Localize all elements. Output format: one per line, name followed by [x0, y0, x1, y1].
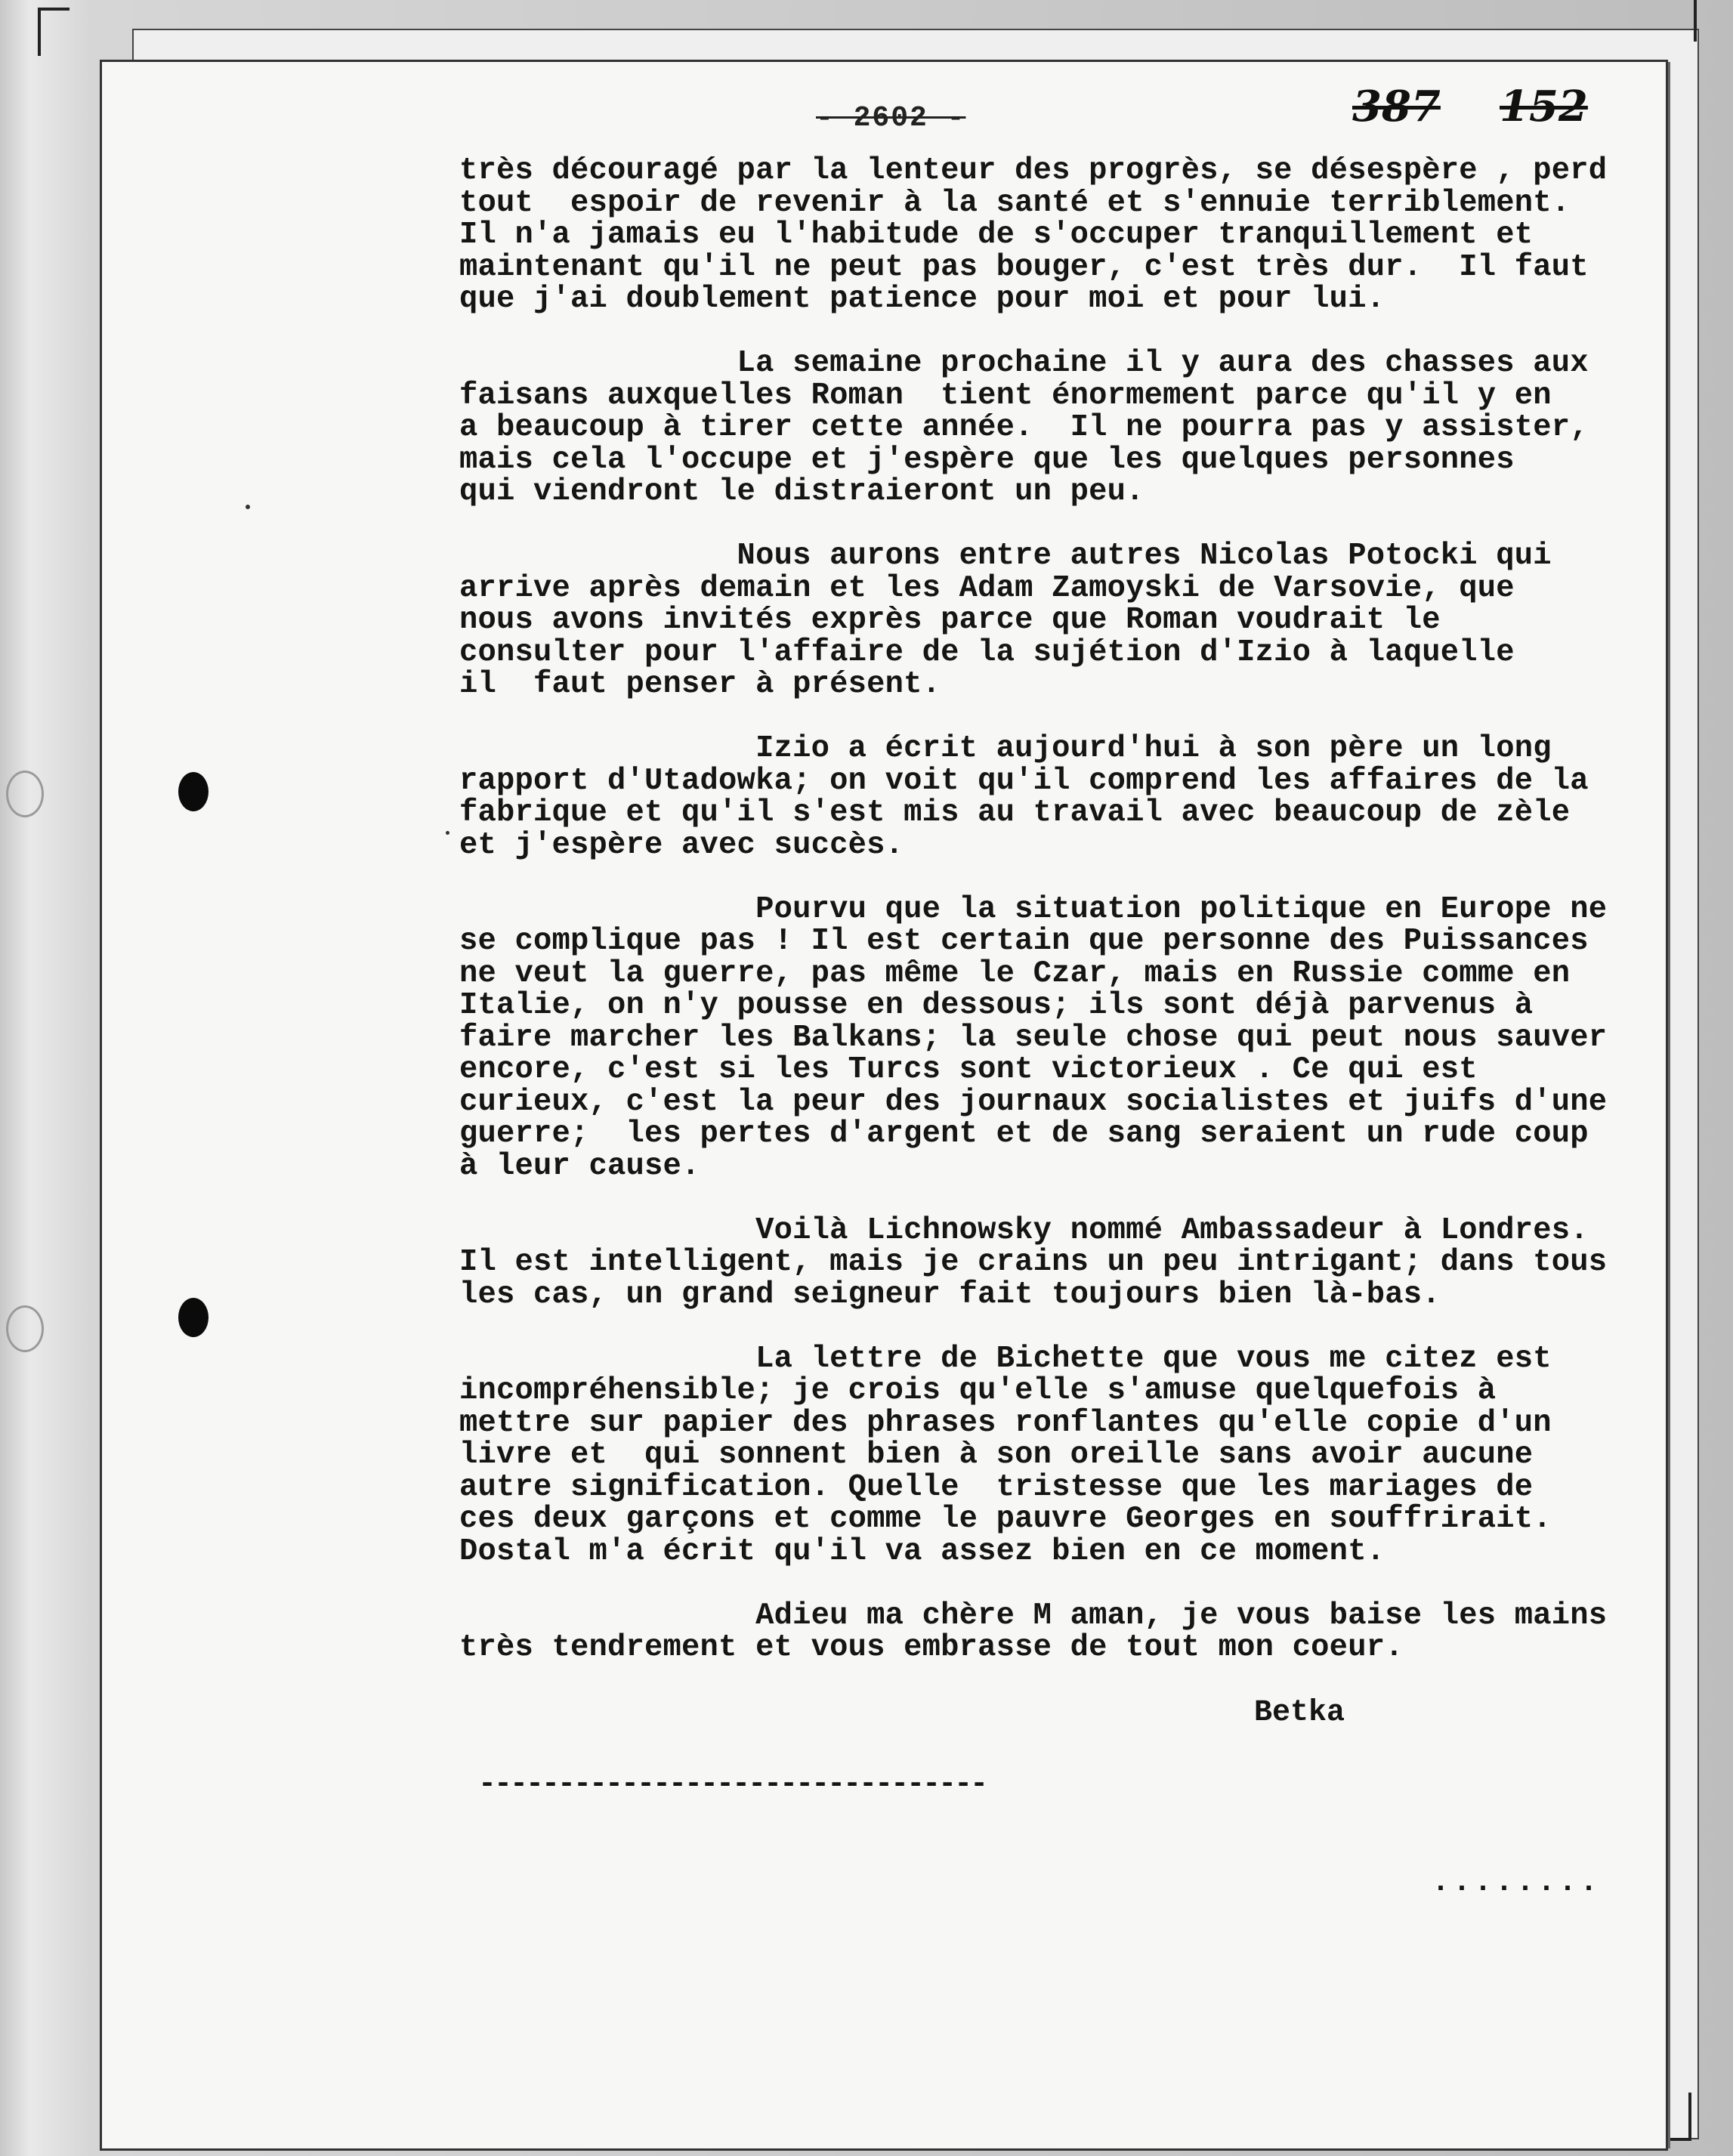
text-line: à leur cause. — [459, 1148, 700, 1184]
text-line: faire marcher les Balkans; la seule chose qui peut nous sauver — [459, 1020, 1608, 1055]
text-line: Pourvu que la situation politique en Europe ne — [459, 891, 1608, 927]
folio-number-struck: 387 — [1352, 82, 1441, 131]
text-line: se complique pas ! Il est certain que personne des Puissances — [459, 924, 1589, 959]
paragraph — [459, 540, 1653, 701]
letter-body — [459, 155, 1653, 1696]
text-line: a beaucoup à tirer cette année. Il ne pourra pas y assister, — [459, 410, 1589, 445]
corner-crop-mark — [38, 8, 70, 56]
text-line: maintenant qu'il ne peut pas bouger, c'est très dur. Il faut — [459, 249, 1589, 285]
text-line: rapport d'Utadowka; on voit qu'il comprend les affaires de la — [459, 763, 1589, 798]
paragraph — [459, 347, 1653, 508]
ink-speck — [246, 505, 250, 509]
ink-speck — [446, 831, 449, 835]
text-line: livre et qui sonnent bien à son oreille sans avoir aucune — [459, 1438, 1534, 1472]
folio-number: 152 — [1500, 82, 1588, 131]
text-line: Il est intelligent, mais je crains un peu intrigant; dans tous — [459, 1245, 1608, 1280]
text-line: nous avons invités exprès parce que Roman voudrait le — [459, 603, 1441, 638]
text-line: et j'espère avec succès. — [459, 827, 904, 863]
binder-ring-mark — [6, 1305, 44, 1352]
corner-crop-mark — [1671, 0, 1697, 42]
text-line: Dostal m'a écrit qu'il va assez bien en ce moment. — [459, 1534, 1385, 1569]
signature: Betka — [1254, 1696, 1345, 1730]
text-line: La lettre de Bichette que vous me citez est — [459, 1341, 1552, 1376]
text-line: curieux, c'est la peur des journaux socialistes et juifs d'une — [459, 1084, 1608, 1120]
text-line: Adieu ma chère M aman, je vous baise les mains — [459, 1598, 1608, 1633]
paragraph — [459, 1600, 1653, 1664]
text-line: Izio a écrit aujourd'hui à son père un long — [459, 731, 1552, 766]
text-line: Italie, on n'y pousse en dessous; ils sont déjà parvenus à — [459, 988, 1534, 1023]
punch-hole — [178, 1298, 209, 1337]
text-line: ces deux garçons et comme le pauvre Georges en souffrirait. — [459, 1502, 1552, 1537]
text-line: il faut penser à présent. — [459, 667, 941, 702]
text-line: tout espoir de revenir à la santé et s'ennuie terriblement. — [459, 185, 1571, 221]
text-line: consulter pour l'affaire de la sujétion d'Izio à laquelle — [459, 635, 1515, 670]
text-line: Nous aurons entre autres Nicolas Potocki qui — [459, 539, 1552, 573]
text-line: les cas, un grand seigneur fait toujours bien là-bas. — [459, 1277, 1441, 1312]
text-line: mettre sur papier des phrases ronflantes qu'elle copie d'un — [459, 1405, 1552, 1441]
text-line: encore, c'est si les Turcs sont victorieux . Ce qui est — [459, 1052, 1478, 1087]
page-number-text: - 2602 - — [816, 102, 966, 134]
text-line: que j'ai doublement patience pour moi et pour lui. — [459, 282, 1385, 317]
text-line: La semaine prochaine il y aura des chasses aux — [459, 346, 1589, 381]
separator-rule: -------------------------------- — [478, 1768, 987, 1802]
text-line: incompréhensible; je crois qu'elle s'amuse quelquefois à — [459, 1373, 1497, 1408]
text-line: très découragé par la lenteur des progrès, se désespère , perd — [459, 153, 1608, 188]
text-line: ne veut la guerre, pas même le Czar, mais en Russie comme en — [459, 956, 1571, 991]
text-line: autre signification. Quelle tristesse que les mariages de — [459, 1469, 1534, 1505]
text-line: arrive après demain et les Adam Zamoyski de Varsovie, que — [459, 570, 1515, 606]
text-line: mais cela l'occupe et j'espère que les quelques personnes — [459, 442, 1515, 477]
text-line: Voilà Lichnowsky nommé Ambassadeur à Londres. — [459, 1212, 1589, 1248]
paragraph — [459, 733, 1653, 861]
binder-ring-mark — [6, 771, 44, 817]
text-line: Il n'a jamais eu l'habitude de s'occuper tranquillement et — [459, 218, 1534, 252]
text-line: très tendrement et vous embrasse de tout mon coeur. — [459, 1630, 1404, 1665]
page-number — [816, 102, 965, 134]
paragraph — [459, 155, 1653, 316]
text-line: fabrique et qu'il s'est mis au travail avec beaucoup de zèle — [459, 795, 1571, 830]
continuation-marks: ........ — [1432, 1866, 1602, 1900]
paragraph — [459, 1212, 1653, 1312]
punch-hole — [178, 772, 209, 811]
text-line: faisans auxquelles Roman tient énormement parce qu'il y en — [459, 378, 1552, 413]
paragraph — [459, 1343, 1653, 1568]
text-line: qui viendront le distraieront un peu. — [459, 474, 1145, 509]
text-line: guerre; les pertes d'argent et de sang seraient un rude coup — [459, 1117, 1589, 1151]
paragraph — [459, 891, 1653, 1184]
